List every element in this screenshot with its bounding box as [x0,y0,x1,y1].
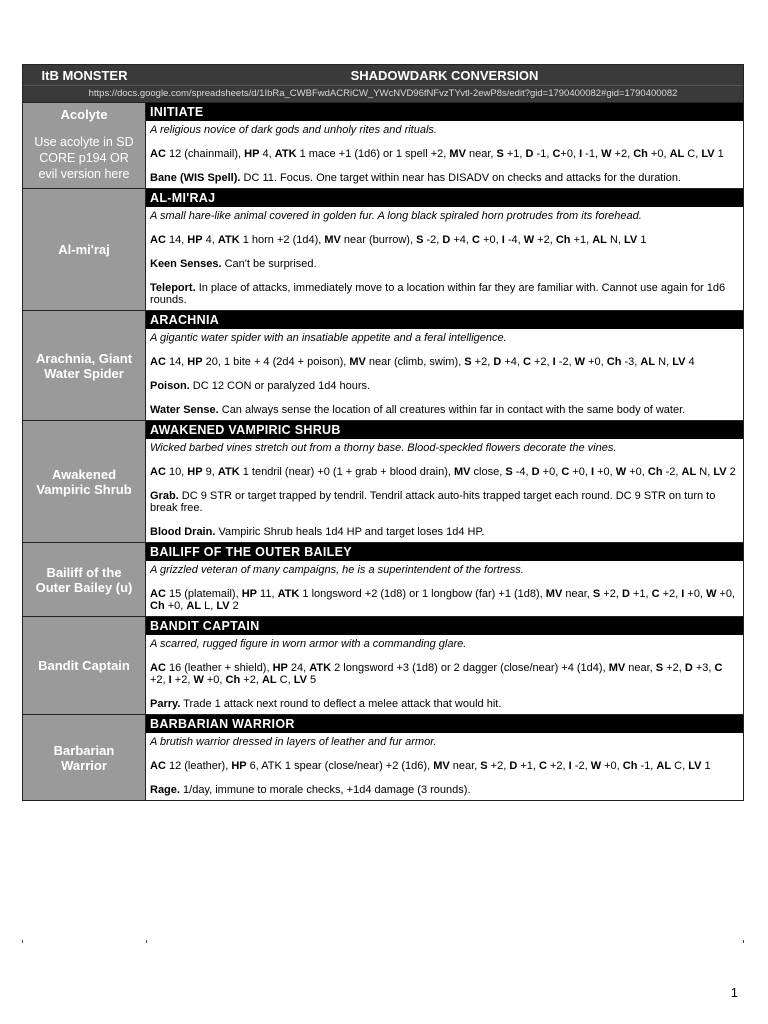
statblock-ability: Grab. DC 9 STR or target trapped by tendril. Tendril attack auto-hits trapped target each round. DC 9 STR on turn to break free. [150,490,716,514]
monster-statblock [146,421,743,542]
monster-name-cell [23,715,146,800]
statblock-title: BARBARIAN WARRIOR [146,715,743,733]
statblock-ability: Keen Senses. Can't be surprised. [150,258,317,270]
monster-statblock [146,715,743,800]
monster-name: Barbarian Warrior [53,742,115,773]
monster-row [23,542,743,616]
monster-conversion-table [22,64,744,801]
monster-row [23,188,743,310]
statblock-title: AWAKENED VAMPIRIC SHRUB [146,421,743,439]
statblock-ability: Poison. DC 12 CON or paralyzed 1d4 hours. [150,380,371,392]
page-tick-mark [22,940,23,943]
monster-row [23,420,743,542]
statblock-title: BANDIT CAPTAIN [146,617,743,635]
monster-row [23,102,743,188]
monster-name-cell [23,617,146,714]
statblock-description: A religious novice of dark gods and unholy rites and rituals. [150,124,437,136]
statblock-stats: AC 12 (leather), HP 6, ATK 1 spear (close/near) +2 (1d6), MV near, S +2, D +1, C +2, I -2, W +0, Ch -1, AL C, LV 1 [150,760,711,772]
statblock-ability: Bane (WIS Spell). DC 11. Focus. One target within near has DISADV on checks and attacks for the duration. [150,172,682,184]
page-tick-mark [743,940,744,943]
statblock-stats: AC 14, HP 4, ATK 1 horn +2 (1d4), MV near (burrow), S -2, D +4, C +0, I -4, W +2, Ch +1, AL N, LV 1 [150,234,647,246]
statblock-ability: Teleport. In place of attacks, immediately move to a location within far they are familiar with. Cannot use again for 1d6 rounds. [150,282,726,306]
monster-name: Acolyte [60,107,108,122]
statblock-ability: Blood Drain. Vampiric Shrub heals 1d4 HP and target loses 1d4 HP. [150,526,485,538]
monster-name: Awakened Vampiric Shrub [36,466,132,497]
statblock-description: Wicked barbed vines stretch out from a thorny base. Blood-speckled flowers decorate the vines. [150,442,617,454]
monster-statblock [146,189,743,310]
statblock-title: ARACHNIA [146,311,743,329]
spreadsheet-link[interactable]: https://docs.google.com/spreadsheets/d/1IbRa_CWBFwdACRiCW_YWcNVD96fNFvzTYvtl-2ewP8s/edit?gid=1790400082#gid=1790400082 [23,85,743,102]
monster-statblock [146,311,743,420]
statblock-title: BAILIFF OF THE OUTER BAILEY [146,543,743,561]
monster-statblock [146,103,743,188]
monster-row [23,310,743,420]
monster-name: Bailiff of the Outer Bailey (u) [35,564,133,595]
monster-name-cell [23,189,146,310]
statblock-title: INITIATE [146,103,743,121]
statblock-description: A grizzled veteran of many campaigns, he is a superintendent of the fortress. [150,564,524,576]
statblock-description: A small hare-like animal covered in golden fur. A long black spiraled horn protrudes from its forehead. [150,210,642,222]
monster-name-cell [23,311,146,420]
monster-name: Arachnia, Giant Water Spider [35,350,133,381]
statblock-stats: AC 14, HP 20, 1 bite + 4 (2d4 + poison), MV near (climb, swim), S +2, D +4, C +2, I -2, W +0, Ch -3, AL N, LV 4 [150,356,695,368]
statblock-stats: AC 10, HP 9, ATK 1 tendril (near) +0 (1 + grab + blood drain), MV close, S -4, D +0, C +0, I +0, W +0, Ch -2, AL N, LV 2 [150,466,736,478]
monster-rows [23,102,743,800]
statblock-description: A gigantic water spider with an insatiable appetite and a feral intelligence. [150,332,507,344]
header-shadowdark-conversion: SHADOWDARK CONVERSION [350,67,539,83]
page-number: 1 [730,985,738,1000]
statblock-description: A scarred, rugged figure in worn armor with a commanding glare. [150,638,467,650]
monster-row [23,714,743,800]
monster-name-cell [23,103,146,188]
header-itb-monster: ItB MONSTER [41,67,128,83]
monster-row [23,616,743,714]
statblock-ability: Parry. Trade 1 attack next round to deflect a melee attack that would hit. [150,698,502,710]
monster-statblock [146,617,743,714]
statblock-description: A brutish warrior dressed in layers of leather and fur armor. [150,736,437,748]
statblock-stats: AC 15 (platemail), HP 11, ATK 1 longsword +2 (1d8) or 1 longbow (far) +1 (1d8), MV near, S +2, D +1, C +2, I +0, W +0, Ch +0, AL L, LV 2 [150,588,736,612]
monster-note: Use acolyte in SD CORE p194 OR evil version here [34,135,134,181]
statblock-ability: Rage. 1/day, immune to morale checks, +1d4 damage (3 rounds). [150,784,471,796]
statblock-stats: AC 16 (leather + shield), HP 24, ATK 2 longsword +3 (1d8) or 2 dagger (close/near) +4 (1d4), MV near, S +2, D +3, C +2, I +2, W +0, Ch +2, AL C, LV 5 [150,662,723,686]
monster-name: Al-mi'raj [58,242,110,257]
table-header [23,65,743,85]
statblock-stats: AC 12 (chainmail), HP 4, ATK 1 mace +1 (1d6) or 1 spell +2, MV near, S +1, D -1, C+0, I -1, W +2, Ch +0, AL C, LV 1 [150,148,724,160]
page-tick-mark [146,940,147,943]
monster-statblock [146,543,743,616]
statblock-title: AL-MI'RAJ [146,189,743,207]
monster-name-cell [23,543,146,616]
statblock-ability: Water Sense. Can always sense the location of all creatures within far in contact with the same body of water. [150,404,686,416]
monster-name-cell [23,421,146,542]
monster-name: Bandit Captain [38,658,130,673]
